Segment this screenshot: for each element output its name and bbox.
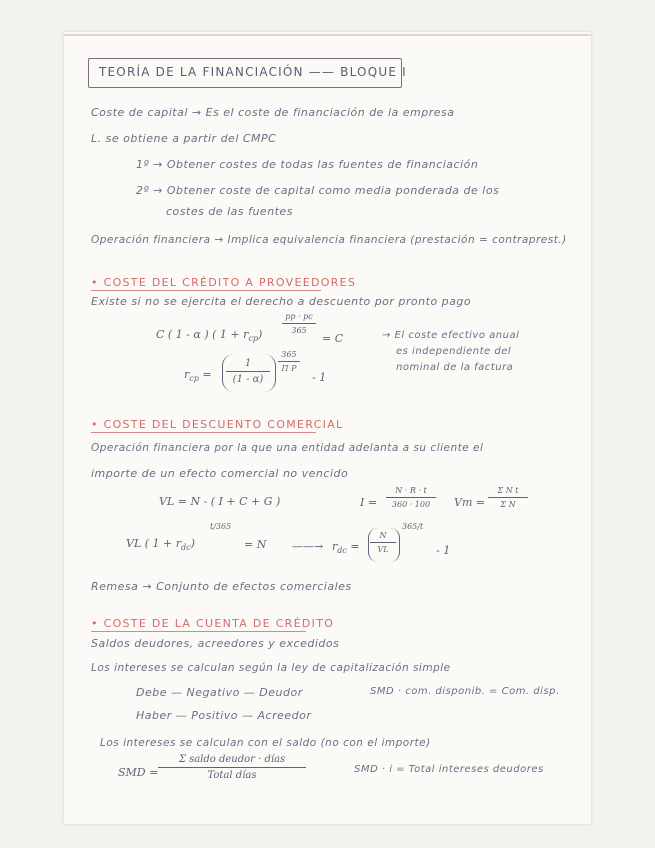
sec3-line-1: Saldos deudores, acreedores y excedidos [91, 637, 340, 650]
sec3-line-3: Los intereses se calculan con el saldo (no con el importe) [100, 737, 431, 749]
title-box [88, 58, 407, 88]
vm-den: Σ N [500, 500, 516, 509]
rdc-r: r [332, 540, 338, 553]
formula-i-lhs: I = [360, 496, 378, 509]
rdc-num: N [379, 531, 387, 540]
rcp-tail: - 1 [312, 371, 327, 384]
rdc-sub: dc [337, 546, 347, 556]
smd-den: Total días [207, 770, 257, 781]
heading-underline [91, 290, 321, 291]
debe-line: Debe — Negativo — Deudor [136, 686, 303, 699]
formula-rdc-lhs [332, 540, 360, 555]
formula-vl-eq [126, 537, 195, 552]
formula-cp-1 [156, 328, 262, 343]
formula-cp-1-eq: = C [322, 332, 344, 345]
smd-rhs: SMD · i = Total intereses deudores [354, 764, 544, 775]
vl-eq-sub: dc [181, 543, 191, 553]
rdc-fraction [370, 531, 396, 554]
note-line-2: es independiente del [396, 346, 512, 357]
rcp-exponent [278, 350, 300, 373]
implies-arrow: ——→ [292, 540, 324, 553]
vl-eq-left: VL ( 1 + r [126, 537, 181, 550]
smd-num: Σ saldo deudor · días [178, 754, 286, 765]
exp-num: pp · pc [285, 312, 313, 321]
sec1-line: Existe si no se ejercita el derecho a descuento por pronto pago [91, 295, 472, 308]
rcp-eq: = [202, 368, 212, 381]
note-line-1: → El coste efectivo anual [382, 330, 520, 341]
haber-line: Haber — Positivo — Acreedor [136, 709, 312, 722]
sec2-line-2: importe de un efecto comercial no vencido [91, 467, 349, 480]
rcp-exp-bar [278, 361, 300, 362]
formula-rcp-lhs [184, 368, 212, 383]
formula-cp-1-left: C ( 1 - α ) ( 1 + r [156, 328, 249, 341]
formula-vm-lhs: Vm = [454, 496, 486, 509]
page-title: TEORÍA DE LA FINANCIACIÓN —— BLOQUE I [99, 65, 407, 79]
section-heading-cuenta: • COSTE DE LA CUENTA DE CRÉDITO [91, 617, 335, 630]
formula-i-fraction [386, 486, 436, 509]
smd-lhs: SMD = [118, 766, 159, 779]
smd-fraction [158, 754, 306, 781]
formula-vl: VL = N - ( I + C + G ) [159, 495, 281, 508]
formula-cp-1-exponent [282, 312, 316, 335]
intro-line-1: Coste de capital → Es el coste de financiación de la empresa [91, 106, 455, 119]
rcp-fraction [226, 358, 270, 385]
intro-step-1: 1º → Obtener costes de todas las fuentes de financiación [136, 158, 479, 171]
rdc-eq: = [350, 540, 360, 553]
heading-underline-2 [91, 432, 316, 433]
rcp-bar [226, 371, 270, 372]
i-bar [386, 497, 436, 498]
vl-eq-exponent: t/365 [210, 522, 232, 531]
intro-step-2a: 2º → Obtener coste de capital como media ponderada de los [136, 184, 500, 197]
note-line-3: nominal de la factura [396, 362, 514, 373]
intro-step-2b: costes de las fuentes [166, 205, 293, 218]
formula-vm-fraction [488, 486, 528, 509]
remesa-line: Remesa → Conjunto de efectos comerciales [91, 580, 352, 593]
rdc-tail: - 1 [436, 544, 451, 557]
rdc-exponent: 365/t [402, 522, 424, 531]
rcp-num: 1 [244, 358, 252, 369]
section-heading-proveedores: • COSTE DEL CRÉDITO A PROVEEDORES [91, 276, 357, 289]
rcp-r: r [184, 368, 190, 381]
exp-bar [282, 323, 316, 324]
i-den: 360 · 100 [391, 500, 431, 509]
section-heading-descuento: • COSTE DEL DESCUENTO COMERCIAL [91, 418, 344, 431]
intro-operation: Operación financiera → Implica equivalencia financiera (prestación = contraprest.) [91, 234, 567, 246]
smd-bar [158, 767, 306, 768]
smd-disp-line: SMD · com. disponib. = Com. disp. [370, 686, 560, 697]
rdc-bar [370, 542, 396, 543]
exp-den: 365 [291, 326, 307, 335]
rcp-exp-den: Π P [281, 364, 297, 373]
intro-line-2: L. se obtiene a partir del CMPC [91, 132, 277, 145]
vl-eq-end: ) [190, 537, 195, 550]
vm-num: Σ N t [497, 486, 519, 495]
notebook-page [64, 32, 591, 824]
heading-underline-3 [91, 631, 306, 632]
page-edge [64, 34, 591, 36]
rcp-sub: cp [189, 374, 199, 384]
vm-bar [488, 497, 528, 498]
rcp-exp-num: 365 [281, 350, 297, 359]
formula-cp-1-sub: cp [248, 334, 258, 344]
sec2-line-1: Operación financiera por la que una entidad adelanta a su cliente el [91, 442, 484, 454]
vl-eq-rhs: = N [244, 538, 267, 551]
formula-cp-1-right: ) [258, 328, 263, 341]
sec3-line-2: Los intereses se calculan según la ley de capitalización simple [91, 662, 451, 674]
i-num: N · R · t [395, 486, 427, 495]
rdc-den: VL [377, 545, 389, 554]
rcp-den: (1 - α) [232, 374, 264, 385]
